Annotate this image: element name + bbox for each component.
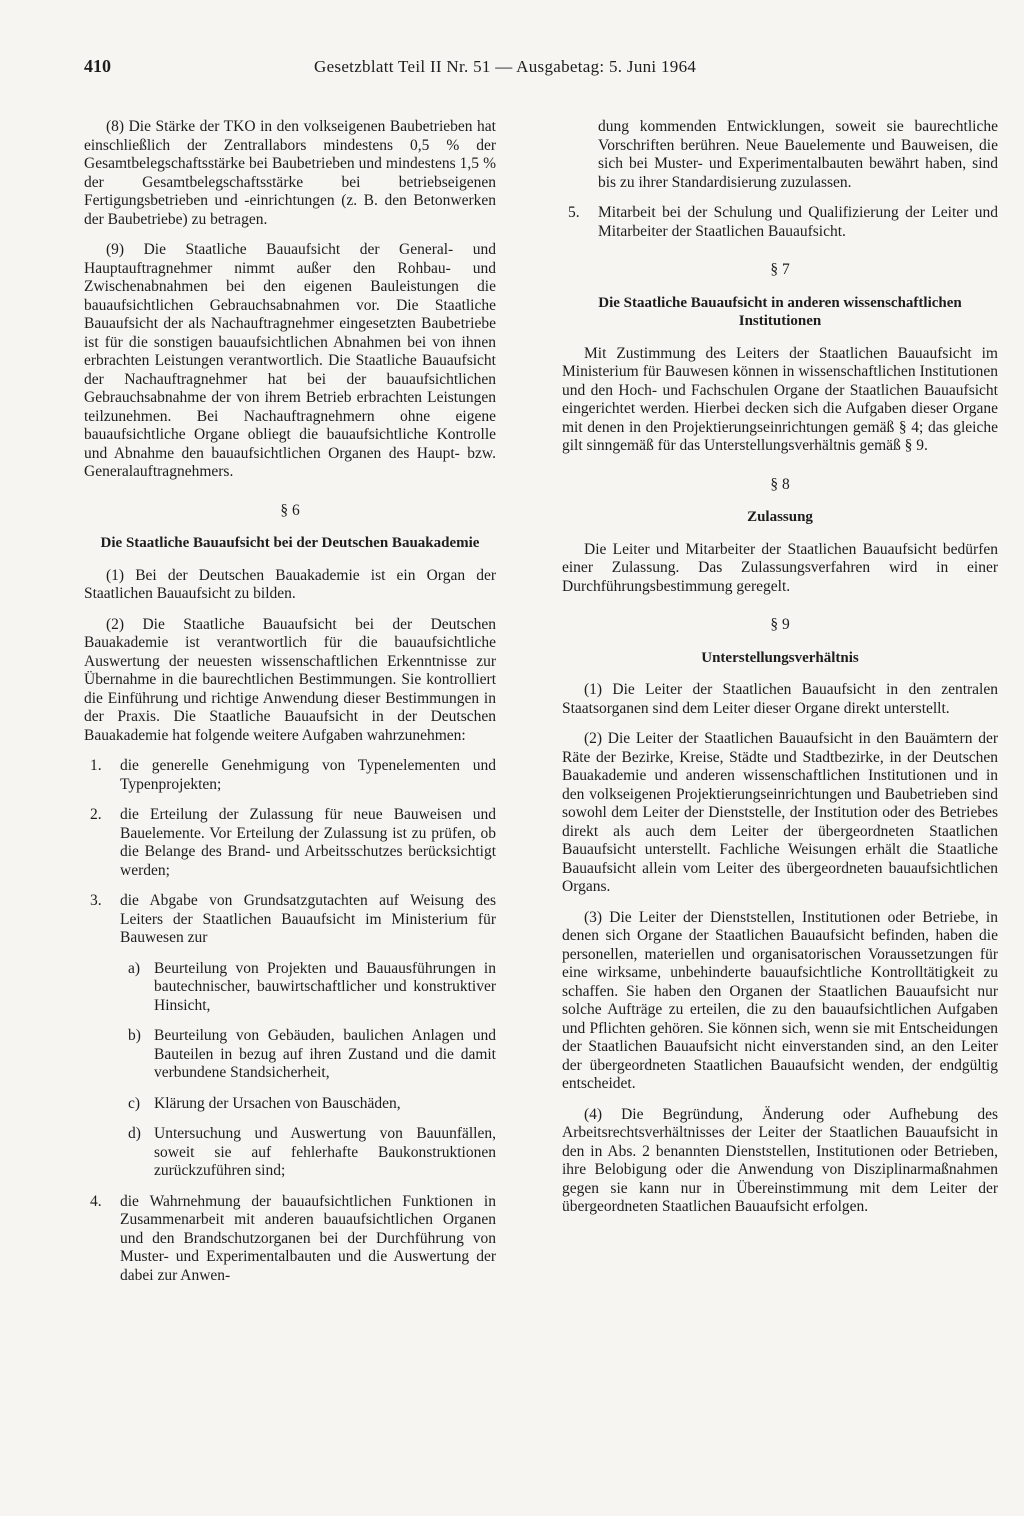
list-item (84, 892, 496, 948)
list-item (84, 757, 496, 794)
list-item-number: 3. (90, 892, 102, 909)
section-6-number: § 6 (280, 501, 300, 519)
section-6-title: Die Staatliche Bauaufsicht bei der Deutschen Bauakademie (100, 535, 480, 551)
section-9-paragraph-1: (1) Die Leiter der Staatlichen Bauaufsicht in den zentralen Staatsorganen sind dem Leiter dieser Organe direkt unterstellt. (562, 681, 998, 717)
list-item-text: die Abgabe von Grundsatzgutachten auf Weisung des Leiters der Staatlichen Bauaufsicht im Ministerium für Bauwesen zur (120, 892, 496, 946)
section-7-paragraph: Mit Zustimmung des Leiters der Staatlichen Bauaufsicht im Ministerium für Bauwesen können in wissenschaftlichen Institutionen und den Hoch- und Fachschulen Organe der Staatlichen Bauaufsicht eingerichtet werden. Hierbei decken sich die Aufgaben dieser Organe mit denen in den Projektierungseinrichtungen gemäß § 4; das gleiche gilt sinngemäß für das Unterstellungsverhältnis gemäß § 9. (562, 344, 998, 454)
list-item-continuation (562, 118, 998, 192)
sub-item-label: a) (128, 959, 141, 977)
list-item-text: die generelle Genehmigung von Typenelementen und Typenprojekten; (120, 757, 496, 793)
sub-item-label: b) (128, 1027, 141, 1044)
paragraph-9: (9) Die Staatliche Bauaufsicht der General- und Hauptauftragnehmer nimmt außer den Rohbau- und Zwischenabnahmen bei den eigenen Bauleistungen die bauaufsichtlichen Gebrauchsabnahmen vor. Die Staatliche Bauaufsicht der als Nachauftragnehmer eingesetzten Baubetriebe ist für die sonstigen bauaufsichtlichen Abnahmen bei von ihnen erbrachten Leistungen verantwortlich. Die Staatliche Bauaufsicht der Nachauftragnehmer hat bei der bauaufsichtlichen Gebrauchsabnahme der von ihrem Betrieb erbrachten Leistungen teilzunehmen. Bei Nachauftragnehmern ohne eigene bauaufsichtliche Organe obliegt die bauaufsichtliche Kontrolle und Abnahme den bauaufsichtlichen Organen des Haupt- bzw. Generalauftragnehmers. (84, 241, 496, 480)
section-7-title: Die Staatliche Bauaufsicht in anderen wissenschaftlichen Institutionen (598, 294, 962, 329)
task-list (84, 757, 496, 1285)
sub-list-item (128, 1095, 496, 1114)
list-item-number: 4. (90, 1192, 102, 1210)
sub-list-item (128, 960, 496, 1016)
list-item-number: 1. (90, 757, 102, 774)
section-8-number: § 8 (770, 475, 790, 493)
section-9-number: § 9 (770, 616, 790, 633)
section-6-paragraph-1: (1) Bei der Deutschen Bauakademie ist ein Organ der Staatlichen Bauaufsicht zu bilden. (84, 566, 496, 602)
sub-list-item (128, 1125, 496, 1181)
section-9-paragraph-2: (2) Die Leiter der Staatlichen Bauaufsicht in den Bauämtern der Räte der Bezirke, Kreise, Städte und Stadtbezirke, in der Deutschen Bauakademie und anderen wissenschaftlichen Institutionen und in den volkseigenen Projektierungseinrichtungen und Baubetrieben sind sowohl dem Leiter der Dienststelle, der Institution oder des Betriebes direkt als auch dem Leiter der übergeordneten Staatlichen Bauaufsicht unterstellt. Fachliche Weisungen erhält die Staatliche Bauaufsicht allein vom Leiter des übergeordneten bauaufsichtlichen Organs. (562, 730, 998, 895)
list-item-number: 5. (568, 204, 580, 221)
section-9-title: Unterstellungsverhältnis (701, 649, 859, 666)
sub-item-text: Klärung der Ursachen von Bauschäden, (154, 1094, 401, 1112)
list-item (84, 1193, 496, 1286)
list-item-text: die Erteilung der Zulassung für neue Bauweisen und Bauelemente. Vor Erteilung der Zulassung ist zu prüfen, ob die Belange des Brand- und Arbeitsschutzes berücksichtigt werden; (120, 806, 496, 879)
list-item-text: dung kommenden Entwicklungen, soweit sie baurechtliche Vorschriften berühren. Neue Bauelemente und Bauweisen, die sich bei Muster- und Experimentalbauten bewährt haben, sind bis zu ihrer Standardisierung zuzulassen. (598, 118, 998, 191)
sub-item-text: Beurteilung von Projekten und Bauausführungen in bautechnischer, bauwirtschaftlicher und konstruktiver Hinsicht, (154, 959, 496, 1014)
page-number: 410 (84, 56, 111, 76)
left-column (84, 118, 496, 1297)
sub-item-text: Beurteilung von Gebäuden, baulichen Anlagen und Bauteilen in bezug auf ihren Zustand und die damit verbundene Standsicherheit, (154, 1027, 496, 1081)
list-item (84, 806, 496, 880)
gazette-title: Gesetzblatt Teil II Nr. 51 — Ausgabetag: 5. Juni 1964 (314, 57, 697, 76)
sub-item-label: d) (128, 1125, 141, 1142)
section-7-number: § 7 (770, 261, 790, 278)
section-6-paragraph-2: (2) Die Staatliche Bauaufsicht bei der Deutschen Bauakademie ist verantwortlich für die bauaufsichtliche Auswertung der neuesten wissenschaftlichen Erkenntnisse zur Übernahme in die baurechtlichen Bestimmungen. Sie kontrolliert die Einführung und richtige Anwendung dieser Bestimmungen in der Praxis. Die Staatliche Bauaufsicht in der Deutschen Bauakademie hat folgende weitere Aufgaben wahrzunehmen: (84, 615, 496, 744)
list-item-text: Mitarbeit bei der Schulung und Qualifizierung der Leiter und Mitarbeiter der Staatlichen Bauaufsicht. (598, 204, 998, 240)
paragraph-8: (8) Die Stärke der TKO in den volkseigenen Baubetrieben hat einschließlich der Zentrallabors mindestens 0,5 % der Gesamtbelegschaftsstärke bei Baubetrieben und mindestens 1,5 % der Gesamtbelegschaftsstärke bei betriebseigenen Fertigungsbetrieben und -einrichtungen (z. B. den Betonwerken der Baubetriebe) zu betragen. (84, 118, 496, 228)
page-header (84, 56, 800, 77)
section-9-paragraph-3: (3) Die Leiter der Dienststellen, Institutionen oder Betriebe, in denen sich Organe der Staatlichen Bauaufsicht befinden, haben die personellen, materiellen und organisatorischen Voraussetzungen für eine wirksame, unbehinderte bauaufsichtliche Kontrolltätigkeit zu schaffen. Sie haben den Organen der Staatlichen Bauaufsicht nur solche Aufträge zu erteilen, die zu den bauaufsichtlichen Aufgaben und Pflichten gehören. Sie können sich, wenn sie mit Entscheidungen der Staatlichen Bauaufsicht nicht einverstanden sind, an den Leiter der übergeordneten Staatlichen Bauaufsicht wenden, der endgültig entscheidet. (562, 908, 998, 1092)
sub-item-text: Untersuchung und Auswertung von Bauunfällen, soweit sie auf fehlerhafte Baukonstruktionen zurückzuführen sind; (154, 1125, 496, 1179)
section-9-paragraph-4: (4) Die Begründung, Änderung oder Aufhebung des Arbeitsrechtsverhältnisses der Leiter der Staatlichen Bauaufsicht in den in Abs. 2 benannten Dienststellen, Institutionen oder Betrieben, ihre Belobigung oder die Anwendung von Disziplinarmaßnahmen gegen sie kann nur in Übereinstimmung mit dem Leiter der übergeordneten Staatlichen Bauaufsicht erfolgen. (562, 1105, 998, 1215)
list-item-text: die Wahrnehmung der bauaufsichtlichen Funktionen in Zusammenarbeit mit anderen bauaufsichtlichen Organen und den Brandschutzorganen bei der Durchführung von Muster- und Experimentalbauten und die Auswertung der dabei zur Anwen- (120, 1192, 496, 1284)
list-item (562, 204, 998, 241)
section-8-paragraph: Die Leiter und Mitarbeiter der Staatlichen Bauaufsicht bedürfen einer Zulassung. Das Zulassungsverfahren wird in einer Durchführungsbestimmung geregelt. (562, 540, 998, 595)
section-8-title: Zulassung (747, 509, 813, 525)
sub-list-item (128, 1027, 496, 1083)
right-column (562, 118, 998, 1229)
list-item-number: 2. (90, 806, 102, 823)
sub-item-label: c) (128, 1094, 141, 1112)
